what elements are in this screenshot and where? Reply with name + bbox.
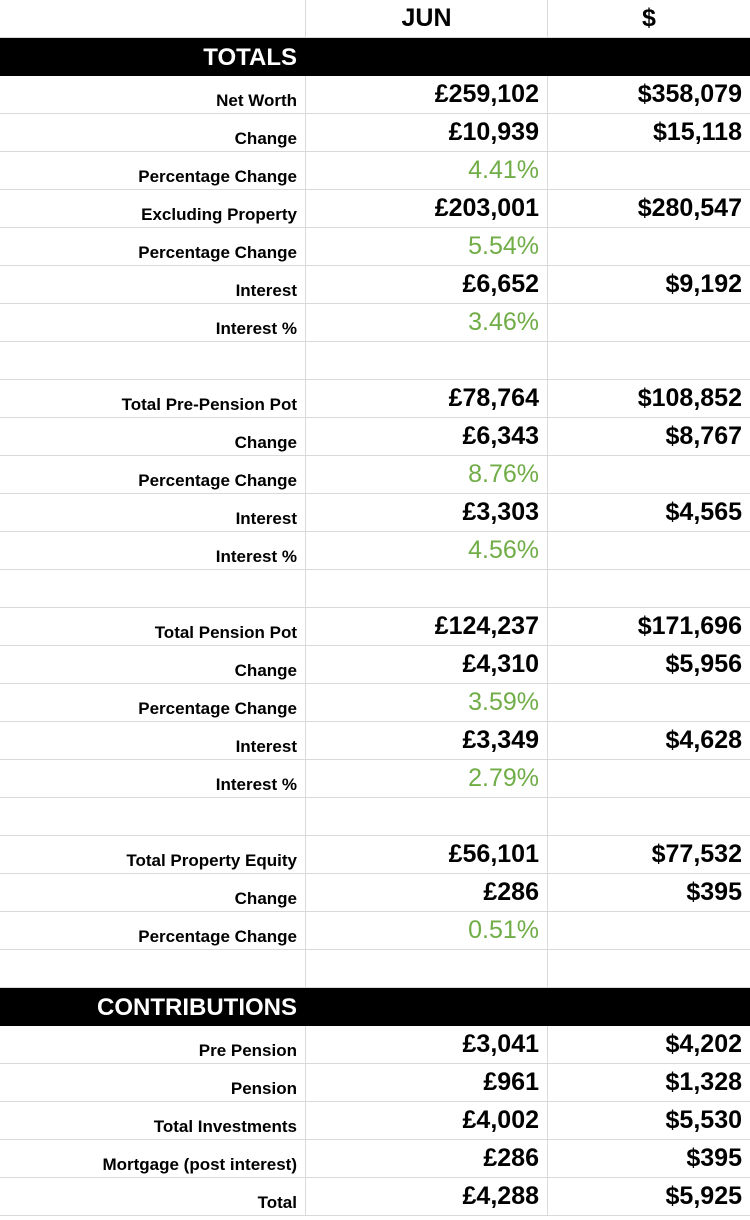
net-worth-row (0, 76, 750, 114)
empty-cell[interactable] (306, 570, 548, 607)
contribution-investments-row (0, 1102, 750, 1140)
contribution-pension-row (0, 1064, 750, 1102)
gbp-value: £78,764 (448, 384, 539, 412)
row-label: Total Property Equity (126, 850, 297, 870)
row-label: Total (257, 1192, 297, 1212)
gbp-value: £3,041 (462, 1030, 539, 1058)
usd-value: $9,192 (665, 270, 742, 298)
empty-cell[interactable] (548, 798, 750, 835)
percentage-value: 8.76% (468, 460, 539, 488)
row-label: Interest % (215, 546, 297, 566)
section-blank-cell[interactable] (306, 988, 548, 1025)
row-label-cell[interactable] (0, 304, 306, 341)
blank-row (0, 950, 750, 988)
usd-value: $4,628 (665, 726, 742, 754)
usd-value: $280,547 (637, 194, 742, 222)
gbp-value-cell[interactable] (306, 380, 548, 417)
row-label-cell[interactable] (0, 494, 306, 531)
gbp-value: £286 (483, 878, 539, 906)
row-label: Percentage Change (138, 470, 297, 490)
usd-value: $395 (686, 878, 742, 906)
gbp-value-cell[interactable] (306, 874, 548, 911)
empty-cell[interactable] (548, 912, 750, 949)
currency-header-cell[interactable] (548, 0, 750, 37)
blank-row (0, 798, 750, 836)
gbp-value: £6,652 (462, 270, 539, 298)
gbp-value-cell[interactable] (306, 1064, 548, 1101)
usd-value: $171,696 (637, 612, 742, 640)
gbp-value: £4,002 (462, 1106, 539, 1134)
gbp-value-cell[interactable] (306, 646, 548, 683)
currency-header: $ (642, 4, 656, 32)
totals-section-cell[interactable] (0, 38, 306, 75)
percentage-value-cell[interactable] (306, 760, 548, 797)
row-label-cell[interactable] (0, 228, 306, 265)
row-label: Interest (235, 508, 297, 528)
empty-cell[interactable] (548, 760, 750, 797)
usd-value-cell[interactable] (548, 190, 750, 227)
percentage-value-cell[interactable] (306, 456, 548, 493)
header-row (0, 0, 750, 38)
percentage-value: 0.51% (468, 916, 539, 944)
row-label-cell[interactable] (0, 836, 306, 873)
percentage-value: 4.56% (468, 536, 539, 564)
row-label-cell[interactable] (0, 76, 306, 113)
gbp-value-cell[interactable] (306, 190, 548, 227)
row-label: Interest % (215, 318, 297, 338)
row-label-cell[interactable] (0, 722, 306, 759)
row-label-cell[interactable] (0, 760, 306, 797)
usd-value-cell[interactable] (548, 874, 750, 911)
gbp-value-cell[interactable] (306, 114, 548, 151)
blank-row (0, 342, 750, 380)
usd-value-cell[interactable] (548, 494, 750, 531)
usd-value: $15,118 (653, 118, 742, 146)
pension-interest-row (0, 722, 750, 760)
row-label-cell[interactable] (0, 1140, 306, 1177)
pension-change-row (0, 646, 750, 684)
usd-value: $5,956 (665, 650, 742, 678)
gbp-value: £203,001 (434, 194, 539, 222)
gbp-value-cell[interactable] (306, 722, 548, 759)
excluding-property-percentage-row (0, 228, 750, 266)
row-label: Change (234, 888, 297, 908)
empty-cell[interactable] (548, 950, 750, 987)
gbp-value-cell[interactable] (306, 266, 548, 303)
percentage-value-cell[interactable] (306, 912, 548, 949)
row-label: Interest (235, 736, 297, 756)
usd-value-cell[interactable] (548, 114, 750, 151)
pension-pot-row (0, 608, 750, 646)
row-label-cell[interactable] (0, 456, 306, 493)
usd-value: $5,925 (665, 1182, 742, 1210)
pre-pension-percentage-row (0, 456, 750, 494)
row-label: Percentage Change (138, 166, 297, 186)
month-header-cell[interactable] (306, 0, 548, 37)
row-label-cell[interactable] (0, 1026, 306, 1063)
totals-section-row (0, 38, 750, 76)
contributions-section-title: CONTRIBUTIONS (97, 993, 297, 1021)
usd-value: $4,565 (665, 498, 742, 526)
row-label-cell[interactable] (0, 190, 306, 227)
usd-value: $1,328 (665, 1068, 742, 1096)
gbp-value: £6,343 (462, 422, 539, 450)
row-label: Interest % (215, 774, 297, 794)
pre-pension-change-row (0, 418, 750, 456)
percentage-value-cell[interactable] (306, 228, 548, 265)
percentage-value: 4.41% (468, 156, 539, 184)
row-label-cell[interactable] (0, 646, 306, 683)
usd-value: $5,530 (665, 1106, 742, 1134)
row-label: Change (234, 128, 297, 148)
usd-value-cell[interactable] (548, 608, 750, 645)
usd-value: $4,202 (665, 1030, 742, 1058)
header-blank-cell[interactable] (0, 0, 306, 37)
row-label: Percentage Change (138, 926, 297, 946)
empty-cell[interactable] (0, 570, 306, 607)
row-label: Interest (235, 280, 297, 300)
usd-value: $358,079 (637, 80, 742, 108)
row-label-cell[interactable] (0, 266, 306, 303)
row-label-cell[interactable] (0, 380, 306, 417)
pre-pension-interest-percentage-row (0, 532, 750, 570)
usd-value-cell[interactable] (548, 380, 750, 417)
gbp-value-cell[interactable] (306, 418, 548, 455)
empty-cell[interactable] (548, 684, 750, 721)
usd-value-cell[interactable] (548, 1026, 750, 1063)
usd-value-cell[interactable] (548, 76, 750, 113)
contribution-total-row (0, 1178, 750, 1216)
empty-cell[interactable] (306, 798, 548, 835)
property-equity-row (0, 836, 750, 874)
empty-cell[interactable] (0, 798, 306, 835)
gbp-value-cell[interactable] (306, 608, 548, 645)
pension-interest-percentage-row (0, 760, 750, 798)
percentage-value-cell[interactable] (306, 684, 548, 721)
row-label: Mortgage (post interest) (102, 1154, 297, 1174)
property-percentage-row (0, 912, 750, 950)
gbp-value-cell[interactable] (306, 76, 548, 113)
net-interest-row (0, 266, 750, 304)
gbp-value: £259,102 (434, 80, 539, 108)
pre-pension-pot-row (0, 380, 750, 418)
contributions-section-cell[interactable] (0, 988, 306, 1025)
usd-value-cell[interactable] (548, 836, 750, 873)
percentage-value: 2.79% (468, 764, 539, 792)
usd-value-cell[interactable] (548, 1102, 750, 1139)
row-label-cell[interactable] (0, 1102, 306, 1139)
row-label-cell[interactable] (0, 152, 306, 189)
property-change-row (0, 874, 750, 912)
usd-value: $108,852 (637, 384, 742, 412)
usd-value-cell[interactable] (548, 418, 750, 455)
gbp-value-cell[interactable] (306, 836, 548, 873)
gbp-value-cell[interactable] (306, 494, 548, 531)
net-worth-percentage-row (0, 152, 750, 190)
usd-value-cell[interactable] (548, 266, 750, 303)
usd-value-cell[interactable] (548, 646, 750, 683)
percentage-value-cell[interactable] (306, 304, 548, 341)
pre-pension-interest-row (0, 494, 750, 532)
row-label-cell[interactable] (0, 114, 306, 151)
usd-value-cell[interactable] (548, 1178, 750, 1215)
empty-cell[interactable] (306, 950, 548, 987)
gbp-value: £961 (483, 1068, 539, 1096)
blank-row (0, 570, 750, 608)
contribution-pre-pension-row (0, 1026, 750, 1064)
contribution-mortgage-row (0, 1140, 750, 1178)
month-header: JUN (401, 4, 452, 32)
row-label: Excluding Property (141, 204, 297, 224)
row-label: Change (234, 432, 297, 452)
usd-value: $8,767 (665, 422, 742, 450)
row-label: Change (234, 660, 297, 680)
row-label-cell[interactable] (0, 684, 306, 721)
percentage-value: 3.46% (468, 308, 539, 336)
empty-cell[interactable] (306, 342, 548, 379)
empty-cell[interactable] (548, 456, 750, 493)
empty-cell[interactable] (0, 342, 306, 379)
percentage-value-cell[interactable] (306, 532, 548, 569)
row-label-cell[interactable] (0, 874, 306, 911)
section-blank-cell[interactable] (306, 38, 548, 75)
section-blank-cell[interactable] (548, 38, 750, 75)
usd-value: $77,532 (651, 840, 742, 868)
gbp-value-cell[interactable] (306, 1102, 548, 1139)
section-blank-cell[interactable] (548, 988, 750, 1025)
gbp-value: £4,310 (462, 650, 539, 678)
gbp-value: £4,288 (462, 1182, 539, 1210)
percentage-value: 5.54% (468, 232, 539, 260)
percentage-value-cell[interactable] (306, 152, 548, 189)
gbp-value: £286 (483, 1144, 539, 1172)
contributions-section-row (0, 988, 750, 1026)
row-label: Percentage Change (138, 698, 297, 718)
gbp-value: £56,101 (448, 840, 539, 868)
empty-cell[interactable] (548, 570, 750, 607)
row-label: Total Pre-Pension Pot (121, 394, 297, 414)
row-label-cell[interactable] (0, 608, 306, 645)
row-label: Percentage Change (138, 242, 297, 262)
row-label-cell[interactable] (0, 532, 306, 569)
empty-cell[interactable] (548, 532, 750, 569)
row-label: Pre Pension (198, 1040, 297, 1060)
usd-value-cell[interactable] (548, 1140, 750, 1177)
gbp-value-cell[interactable] (306, 1178, 548, 1215)
gbp-value: £3,349 (462, 726, 539, 754)
row-label: Net Worth (216, 90, 297, 110)
empty-cell[interactable] (548, 304, 750, 341)
row-label-cell[interactable] (0, 1178, 306, 1215)
row-label: Total Pension Pot (154, 622, 297, 642)
net-worth-change-row (0, 114, 750, 152)
row-label: Total Investments (153, 1116, 297, 1136)
gbp-value: £3,303 (462, 498, 539, 526)
net-interest-percentage-row (0, 304, 750, 342)
row-label-cell[interactable] (0, 1064, 306, 1101)
gbp-value-cell[interactable] (306, 1140, 548, 1177)
empty-cell[interactable] (548, 228, 750, 265)
usd-value-cell[interactable] (548, 1064, 750, 1101)
totals-section-title: TOTALS (203, 43, 297, 71)
gbp-value: £10,939 (448, 118, 539, 146)
row-label: Pension (230, 1078, 297, 1098)
empty-cell[interactable] (548, 342, 750, 379)
excluding-property-row (0, 190, 750, 228)
gbp-value: £124,237 (434, 612, 539, 640)
pension-percentage-row (0, 684, 750, 722)
percentage-value: 3.59% (468, 688, 539, 716)
empty-cell[interactable] (548, 152, 750, 189)
empty-cell[interactable] (0, 950, 306, 987)
usd-value-cell[interactable] (548, 722, 750, 759)
row-label-cell[interactable] (0, 418, 306, 455)
gbp-value-cell[interactable] (306, 1026, 548, 1063)
usd-value: $395 (686, 1144, 742, 1172)
row-label-cell[interactable] (0, 912, 306, 949)
